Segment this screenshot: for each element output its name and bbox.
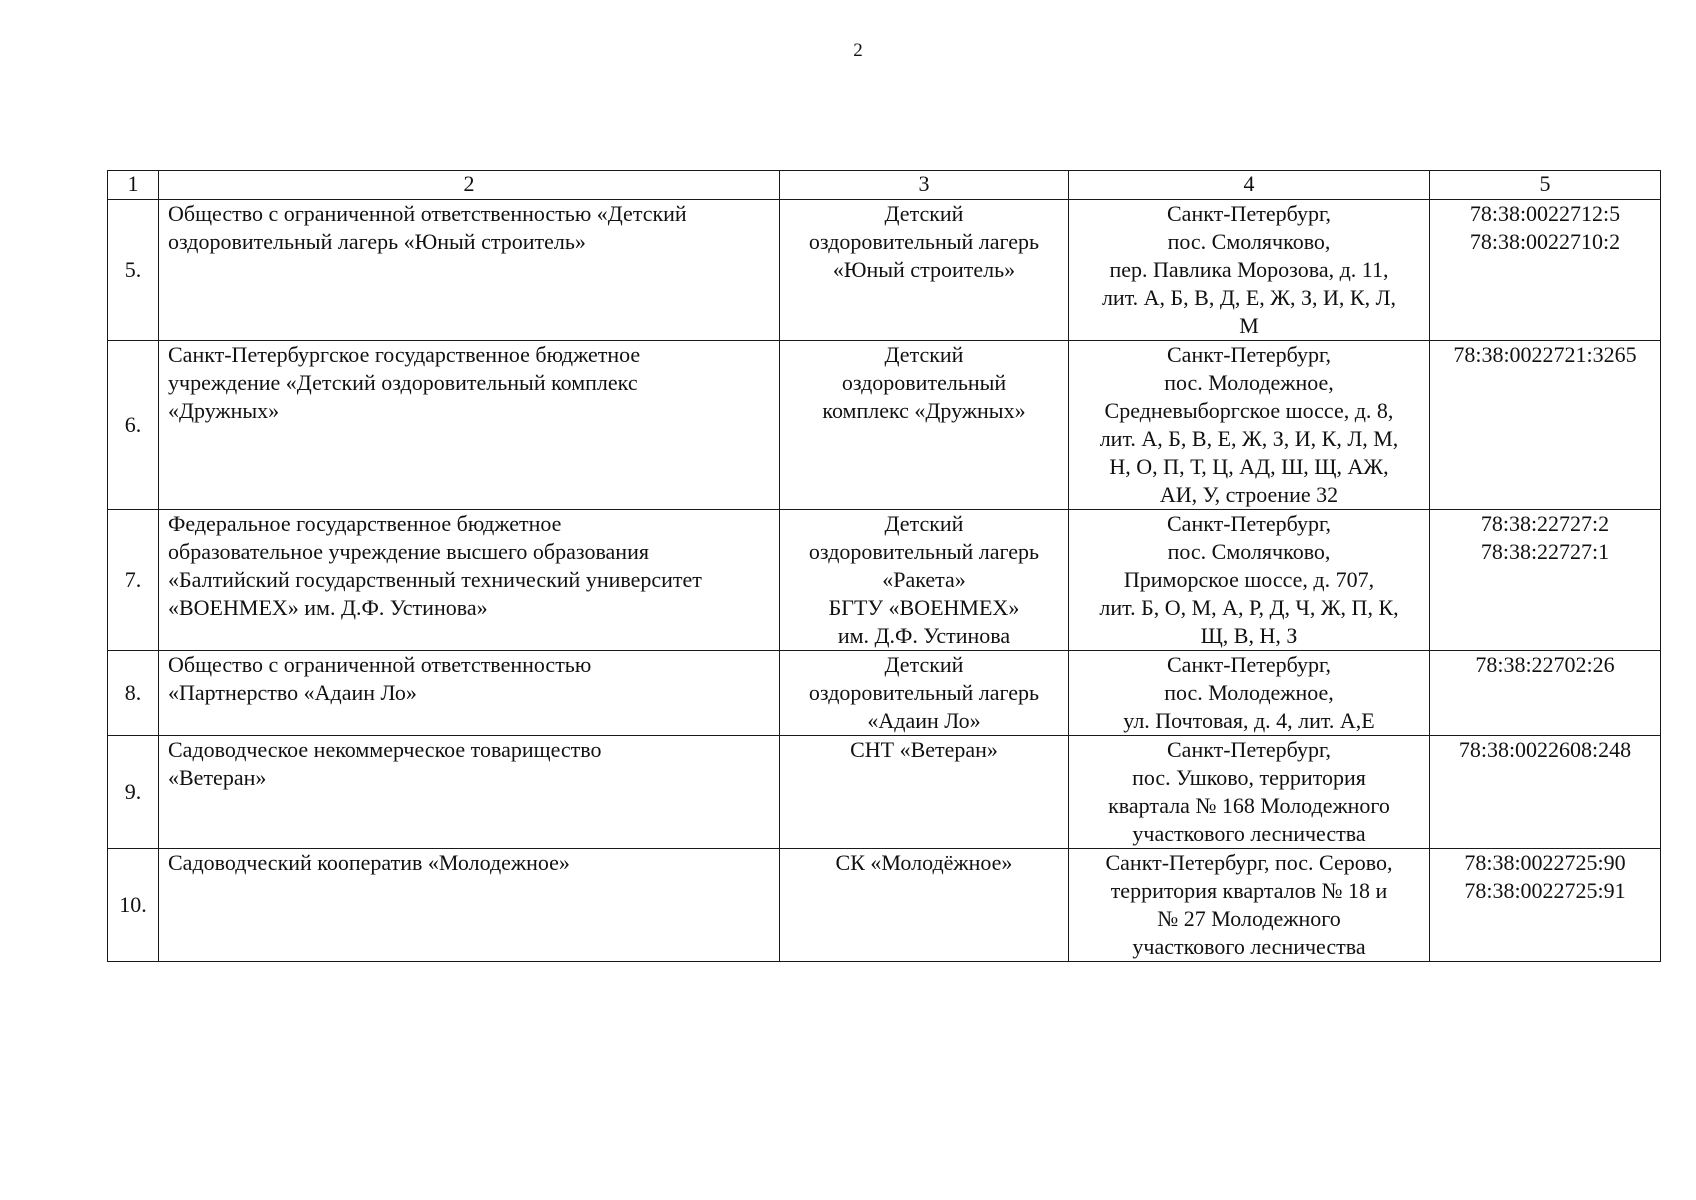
- cell-text-line: оздоровительный лагерь: [808, 680, 1040, 705]
- cell-text-line: оздоровительный: [841, 370, 1007, 395]
- cell-text-line: оздоровительный лагерь: [808, 229, 1040, 254]
- cell-text-line: Щ, В, Н, З: [1200, 623, 1298, 648]
- cell-text-line: образовательное учреждение высшего образования: [168, 539, 649, 564]
- cell-text-line: учреждение «Детский оздоровительный комплекс: [168, 370, 638, 395]
- organization-cell: [159, 510, 780, 651]
- cadastral-cell: [1430, 849, 1661, 962]
- organization-cell: [159, 849, 780, 962]
- object-cell: [780, 200, 1069, 341]
- cell-text-line: АИ, У, строение 32: [1159, 482, 1339, 507]
- cell-text-line: 78:38:0022608:248: [1458, 737, 1632, 762]
- cell-text-line: лит. А, Б, В, Е, Ж, З, И, К, Л, М,: [1099, 426, 1399, 451]
- cell-text-line: квартала № 168 Молодежного: [1108, 793, 1390, 818]
- object-cell: [780, 341, 1069, 510]
- cell-text-line: пос. Смолячково,: [1167, 539, 1331, 564]
- row-number-cell: 6.: [108, 341, 159, 510]
- cell-text-line: СНТ «Ветеран»: [850, 737, 998, 762]
- column-number-3: 3: [780, 171, 1069, 200]
- row-number-cell: 9.: [108, 736, 159, 849]
- table-row: [108, 200, 1661, 341]
- address-cell: [1069, 651, 1430, 736]
- cadastral-cell: [1430, 200, 1661, 341]
- cell-text-line: ул. Почтовая, д. 4, лит. А,Е: [1123, 708, 1375, 733]
- address-cell: [1069, 510, 1430, 651]
- table-row: [108, 736, 1661, 849]
- cadastral-cell: [1430, 510, 1661, 651]
- cell-text-line: лит. Б, О, М, А, Р, Д, Ч, Ж, П, К,: [1099, 595, 1399, 620]
- cell-text-line: лит. А, Б, В, Д, Е, Ж, З, И, К, Л,: [1101, 285, 1397, 310]
- cell-text-line: Общество с ограниченной ответственностью: [168, 652, 592, 677]
- cell-text-line: «Ветеран»: [168, 765, 267, 790]
- cell-text-line: Федеральное государственное бюджетное: [168, 511, 562, 536]
- cell-text-line: комплекс «Дружных»: [822, 398, 1026, 423]
- cell-text-line: Санкт-Петербург,: [1167, 342, 1331, 367]
- address-cell: [1069, 736, 1430, 849]
- cell-text-line: Санкт-Петербург, пос. Серово,: [1105, 850, 1393, 875]
- cell-text-line: оздоровительный лагерь: [808, 539, 1040, 564]
- cell-text-line: № 27 Молодежного: [1157, 906, 1341, 931]
- page-number: 2: [853, 40, 863, 61]
- object-cell: [780, 651, 1069, 736]
- cell-text-line: Садоводческий кооператив «Молодежное»: [168, 850, 570, 875]
- cell-text-line: Н, О, П, Т, Ц, АД, Ш, Щ, АЖ,: [1109, 454, 1389, 479]
- cell-text-line: Санкт-Петербургское государственное бюджетное: [168, 342, 641, 367]
- table-row: [108, 651, 1661, 736]
- organization-cell: [159, 200, 780, 341]
- cell-text-line: пос. Молодежное,: [1164, 680, 1334, 705]
- cell-text-line: Садоводческое некоммерческое товарищество: [168, 737, 602, 762]
- cell-text-line: «Дружных»: [168, 398, 280, 423]
- cell-text-line: БГТУ «ВОЕНМЕХ»: [828, 595, 1020, 620]
- cadastral-cell: [1430, 651, 1661, 736]
- organization-cell: [159, 736, 780, 849]
- cell-text-line: 78:38:0022721:3265: [1453, 342, 1637, 367]
- cell-text-line: пос. Ушково, территория: [1132, 765, 1366, 790]
- cell-text-line: «Балтийский государственный технический университет: [168, 567, 702, 592]
- row-number-cell: 5.: [108, 200, 159, 341]
- table-row: [108, 849, 1661, 962]
- cell-text-line: пос. Молодежное,: [1164, 370, 1334, 395]
- row-number-cell: 7.: [108, 510, 159, 651]
- table-row: [108, 510, 1661, 651]
- cell-text-line: 78:38:22702:26: [1475, 652, 1615, 677]
- address-cell: [1069, 341, 1430, 510]
- cell-text-line: пос. Смолячково,: [1167, 229, 1331, 254]
- cell-text-line: участкового лесничества: [1132, 934, 1366, 959]
- cell-text-line: Санкт-Петербург,: [1167, 511, 1331, 536]
- cell-text-line: участкового лесничества: [1132, 821, 1366, 846]
- table-header-row: [108, 171, 1661, 200]
- column-number-1: 1: [108, 171, 159, 200]
- registry-table: [107, 170, 1661, 962]
- cell-text-line: 78:38:0022725:91: [1464, 878, 1626, 903]
- table-row: [108, 341, 1661, 510]
- cell-text-line: Общество с ограниченной ответственностью «Детский: [168, 201, 687, 226]
- cell-text-line: оздоровительный лагерь «Юный строитель»: [168, 229, 586, 254]
- cell-text-line: «Партнерство «Адаин Ло»: [168, 680, 417, 705]
- cell-text-line: Детский: [884, 511, 964, 536]
- object-cell: [780, 510, 1069, 651]
- cell-text-line: Приморское шоссе, д. 707,: [1123, 567, 1375, 592]
- cadastral-cell: [1430, 736, 1661, 849]
- cell-text-line: Детский: [884, 201, 964, 226]
- cell-text-line: территория кварталов № 18 и: [1110, 878, 1388, 903]
- address-cell: [1069, 200, 1430, 341]
- cell-text-line: «Ракета»: [882, 567, 966, 592]
- cell-text-line: 78:38:22727:1: [1480, 539, 1610, 564]
- cadastral-cell: [1430, 341, 1661, 510]
- cell-text-line: 78:38:22727:2: [1480, 511, 1610, 536]
- column-number-2: 2: [159, 171, 780, 200]
- cell-text-line: Средневыборгское шоссе, д. 8,: [1104, 398, 1394, 423]
- cell-text-line: 78:38:0022710:2: [1469, 229, 1621, 254]
- row-number-cell: 8.: [108, 651, 159, 736]
- cell-text-line: «ВОЕНМЕХ» им. Д.Ф. Устинова»: [168, 595, 488, 620]
- cell-text-line: Санкт-Петербург,: [1167, 201, 1331, 226]
- column-number-4: 4: [1069, 171, 1430, 200]
- cell-text-line: СК «Молодёжное»: [835, 850, 1013, 875]
- cell-text-line: 78:38:0022712:5: [1469, 201, 1621, 226]
- cell-text-line: Детский: [884, 342, 964, 367]
- cell-text-line: Детский: [884, 652, 964, 677]
- organization-cell: [159, 341, 780, 510]
- cell-text-line: Санкт-Петербург,: [1167, 652, 1331, 677]
- cell-text-line: М: [1239, 313, 1259, 338]
- cell-text-line: им. Д.Ф. Устинова: [837, 623, 1011, 648]
- object-cell: [780, 849, 1069, 962]
- column-number-5: 5: [1430, 171, 1661, 200]
- object-cell: [780, 736, 1069, 849]
- cell-text-line: 78:38:0022725:90: [1464, 850, 1626, 875]
- row-number-cell: 10.: [108, 849, 159, 962]
- address-cell: [1069, 849, 1430, 962]
- cell-text-line: пер. Павлика Морозова, д. 11,: [1109, 257, 1389, 282]
- organization-cell: [159, 651, 780, 736]
- cell-text-line: Санкт-Петербург,: [1167, 737, 1331, 762]
- cell-text-line: «Адаин Ло»: [867, 708, 981, 733]
- cell-text-line: «Юный строитель»: [832, 257, 1016, 282]
